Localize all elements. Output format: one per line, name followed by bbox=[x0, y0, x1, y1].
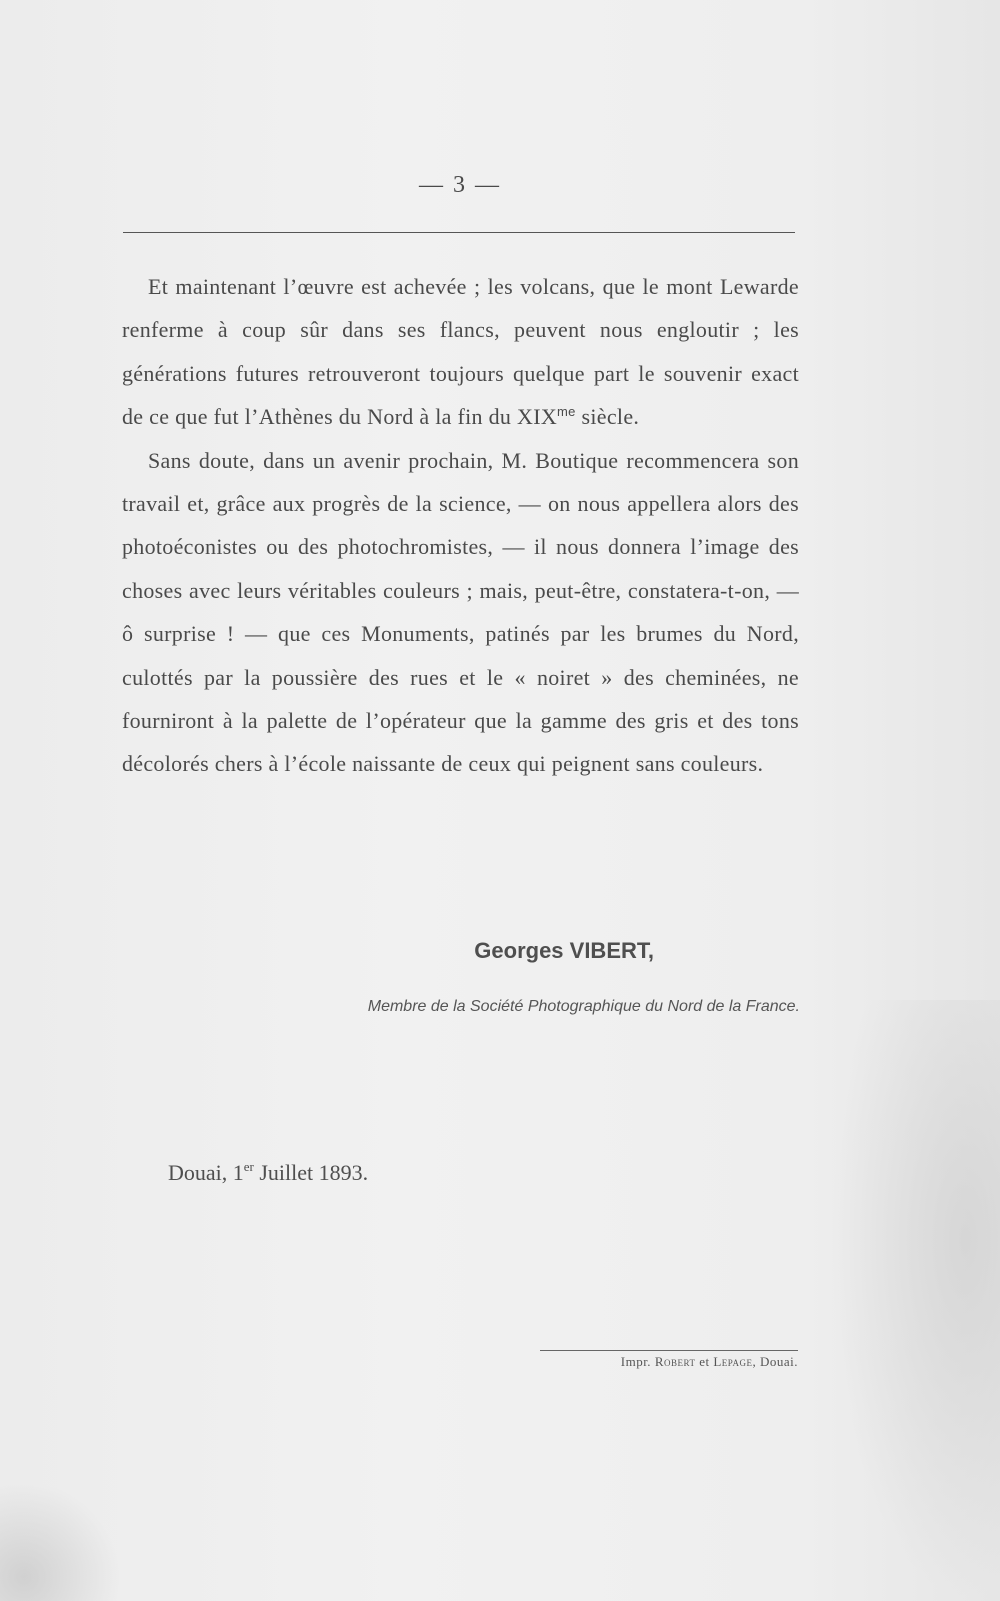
paragraph-1 bbox=[122, 265, 799, 439]
paragraph-1-end: siècle. bbox=[575, 404, 640, 430]
header-rule bbox=[123, 232, 795, 233]
printer-prefix: Impr. bbox=[620, 1354, 655, 1369]
printer-rule bbox=[540, 1350, 798, 1351]
page-number: — 3 — bbox=[419, 172, 501, 198]
paper-shadow bbox=[830, 1000, 1000, 1600]
paper-stain bbox=[0, 1481, 120, 1601]
paragraph-1-text: Et maintenant l’œuvre est achevée ; les volcans, que le mont Lewarde renferme à coup sûr dans ses flancs, peuvent nous engloutir ; les générations futures retrouveront toujours quelque part le souvenir exact de ce que fut l’Athènes du Nord à la fin du XIX bbox=[122, 274, 799, 430]
signature-name: Georges VIBERT, bbox=[474, 938, 654, 963]
printer-imprint bbox=[540, 1354, 798, 1370]
printer-name-2: Lepage bbox=[713, 1354, 753, 1369]
place-date-end: Juillet 1893. bbox=[253, 1160, 369, 1185]
superscript-me: me bbox=[557, 404, 576, 420]
printer-name-1: Robert bbox=[654, 1354, 696, 1369]
place-date bbox=[168, 1160, 368, 1186]
superscript-er: er bbox=[243, 1159, 254, 1174]
body-text bbox=[122, 265, 799, 786]
place-date-text: Douai, 1 bbox=[168, 1160, 244, 1185]
signature-title: Membre de la Société Photographique du Nord de la France. bbox=[367, 998, 800, 1015]
printer-suffix: , Douai. bbox=[752, 1354, 798, 1369]
paragraph-2: Sans doute, dans un avenir prochain, M. Boutique recommencera son travail et, grâce aux progrès de la science, — on nous appellera alors des photoéconistes ou des photochromistes, — il nous donnera l’image des choses avec leurs véritables couleurs ; mais, peut-être, constatera-t-on, — ô surprise ! — que ces Monuments, patinés par les brumes du Nord, culottés par la poussière des rues et le « noiret » des cheminées, ne fourniront à la palette de l’opérateur que la gamme des gris et des tons décolorés chers à l’école naissante de ceux qui peignent sans couleurs. bbox=[122, 447, 799, 777]
printer-connector: et bbox=[695, 1354, 714, 1369]
